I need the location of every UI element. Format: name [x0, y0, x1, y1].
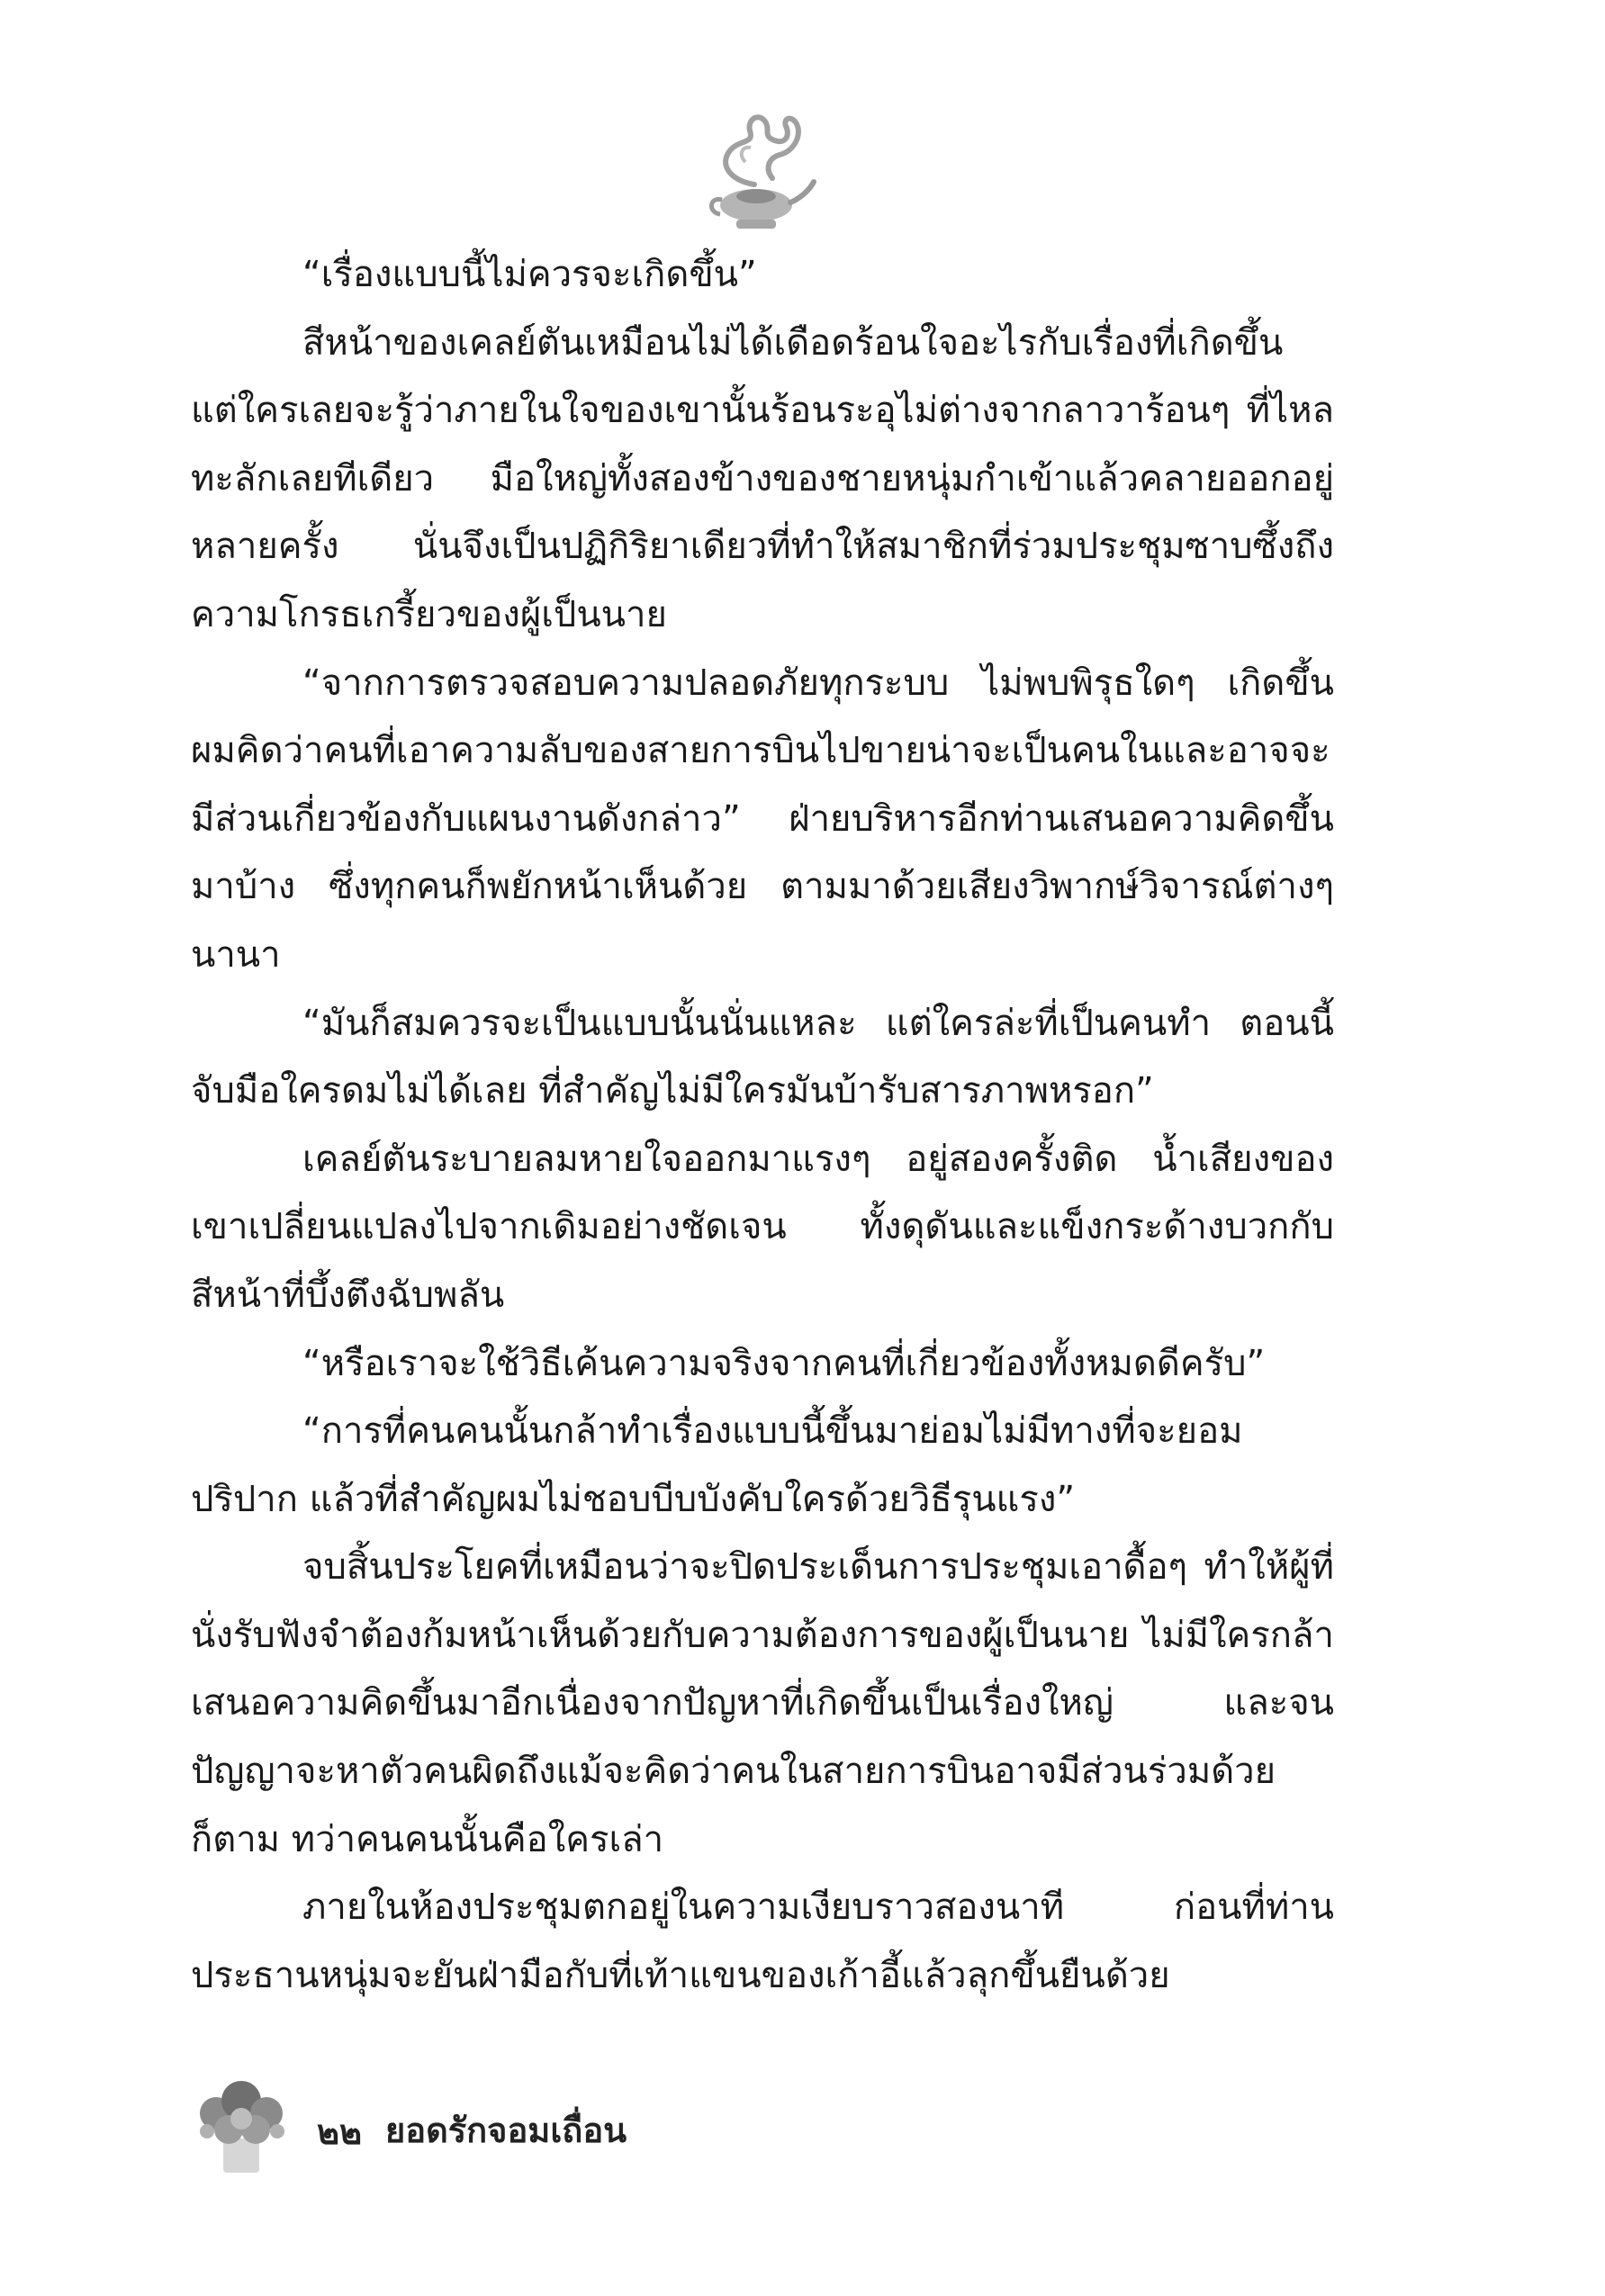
- paragraph: เคลย์ตันระบายลมหายใจออกมาแรงๆ อยู่สองครั้งติด น้ำเสียงของเขาเปลี่ยนแปลงไปจากเดิมอย่างชัดเจน ทั้งดุดันและแข็งกระด้างบวกกับสีหน้าที่บึ้งตึงฉับพลัน: [191, 1138, 1334, 1316]
- paragraph: ภายในห้องประชุมตกอยู่ในความเงียบราวสองนาที ก่อนที่ท่านประธานหนุ่มจะยันฝ่ามือกับที่เท้าแขนของเก้าอี้แล้วลุกขึ้นยืนด้วย: [191, 1886, 1334, 1996]
- body-text: [191, 241, 1334, 2010]
- book-title: ยอดรักจอมเถื่อน: [385, 2111, 627, 2150]
- flower-bouquet-icon: [189, 2068, 295, 2176]
- magic-lamp-icon: [700, 99, 817, 243]
- paragraph: “การที่คนคนนั้นกล้าทำเรื่องแบบนี้ขึ้นมาย่อมไม่มีทางที่จะยอมปริปาก แล้วที่สำคัญผมไม่ชอบบีบบังคับใครด้วยวิธีรุนแรง”: [191, 1410, 1243, 1520]
- paragraph: จบสิ้นประโยคที่เหมือนว่าจะปิดประเด็นการประชุมเอาดื้อๆ ทำให้ผู้ที่นั่งรับฟังจำต้องก้มหน้าเห็นด้วยกับความต้องการของผู้เป็นนาย ไม่มีใครกล้าเสนอความคิดขึ้นมาอีกเนื่องจากปัญหาที่เกิดขึ้นเป็นเรื่องใหญ่ และจนปัญญาจะหาตัวคนผิดถึงแม้จะคิดว่าคนในสายการบินอาจมีส่วนร่วมด้วยก็ตาม ทว่าคนคนนั้นคือใครเล่า: [191, 1546, 1334, 1860]
- page-number: ๒๒: [317, 2112, 363, 2152]
- paragraph: “จากการตรวจสอบความปลอดภัยทุกระบบ ไม่พบพิรุธใดๆ เกิดขึ้น ผมคิดว่าคนที่เอาความลับของสายการบินไปขายน่าจะเป็นคนในและอาจจะมีส่วนเกี่ยวข้องกับแผนงานดังกล่าว” ฝ่ายบริหารอีกท่านเสนอความคิดขึ้นมาบ้าง ซึ่งทุกคนก็พยักหน้าเห็นด้วย ตามมาด้วยเสียงวิพากษ์วิจารณ์ต่างๆ นานา: [191, 662, 1334, 976]
- paragraph: “หรือเราจะใช้วิธีเค้นความจริงจากคนที่เกี่ยวข้องทั้งหมดดีครับ”: [302, 1342, 1266, 1384]
- paragraph: “เรื่องแบบนี้ไม่ควรจะเกิดขึ้น”: [302, 254, 757, 295]
- page-footer: [189, 2068, 819, 2176]
- paragraph: “มันก็สมควรจะเป็นแบบนั้นนั่นแหละ แต่ใครล่ะที่เป็นคนทำ ตอนนี้จับมือใครดมไม่ได้เลย ที่สำคัญไม่มีใครมันบ้ารับสารภาพหรอก”: [191, 1002, 1334, 1112]
- paragraph: สีหน้าของเคลย์ตันเหมือนไม่ได้เดือดร้อนใจอะไรกับเรื่องที่เกิดขึ้น แต่ใครเลยจะรู้ว่าภายในใจของเขานั้นร้อนระอุไม่ต่างจากลาวาร้อนๆ ที่ไหลทะลักเลยทีเดียว มือใหญ่ทั้งสองข้างของชายหนุ่มกำเข้าแล้วคลายออกอยู่หลายครั้ง นั่นจึงเป็นปฏิกิริยาเดียวที่ทำให้สมาชิกที่ร่วมประชุมซาบซึ้งถึงความโกรธเกรี้ยวของผู้เป็นนาย: [191, 321, 1334, 635]
